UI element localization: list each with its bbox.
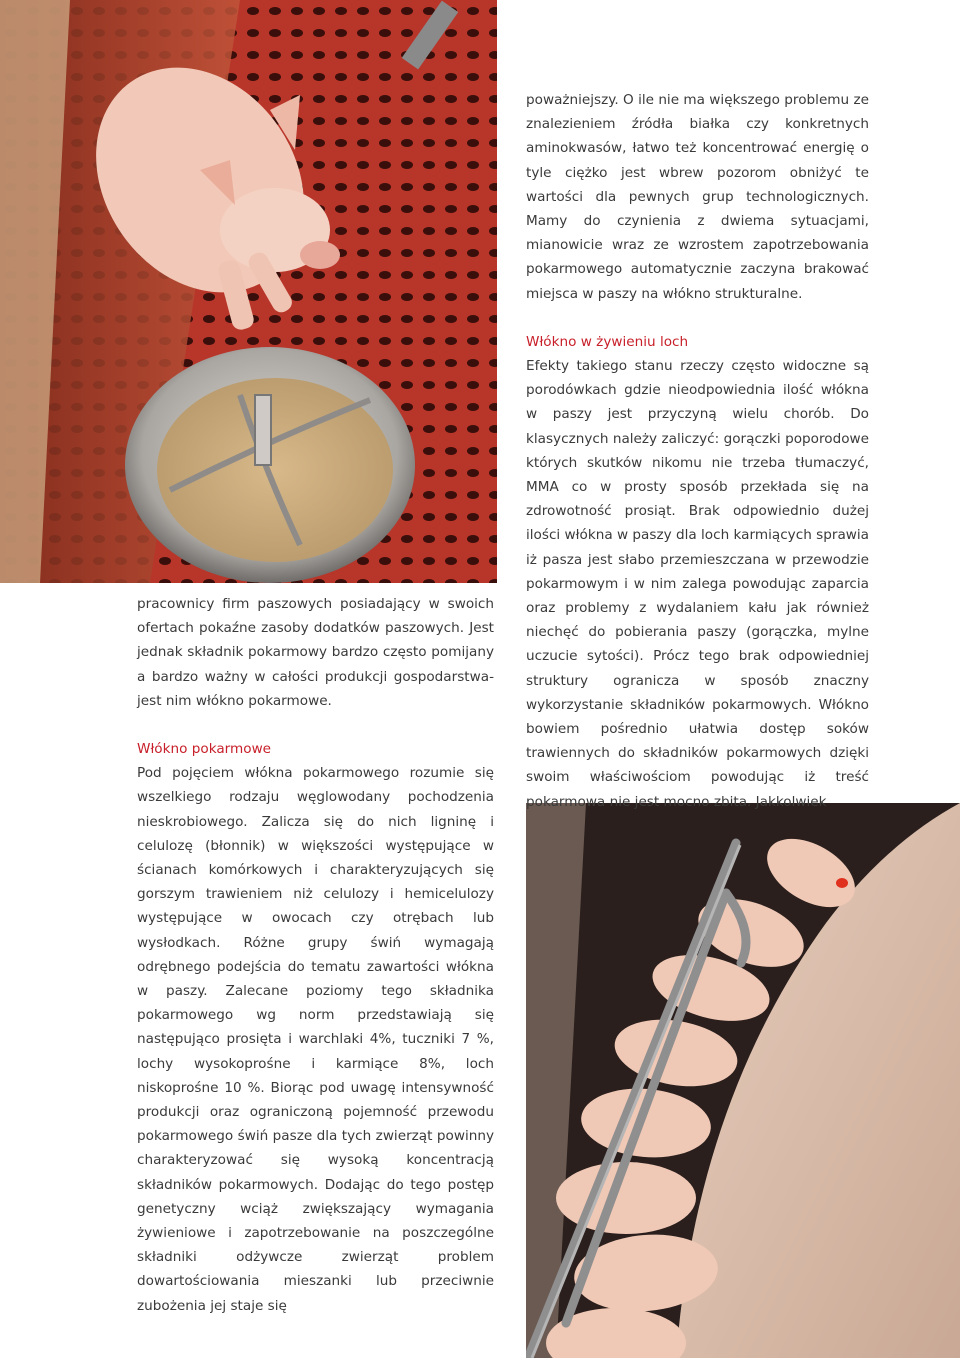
- fibre-paragraph: Pod pojęciem włókna pokarmowego rozumie się wszelkiego rodzaju węglowodany pochodzenia nieskrobiowego. Zalicza się do nich ligninę i celulozę (błonnik) w większości występujące w ścianach komórkowych i charakteryzujących się gorszym trawieniem niż celulozy i hemicelulozy występujące w owocach czy otrębach lub wysłodkach. Różne grupy świń wymagają odrębnego podejścia do tematu zawartości włókna w paszy. Zalecane poziomy tego składnika pokarmowego wg norm przedstawiają się następująco prosięta i warchlaki 4%, tuczniki 7 %, lochy wysokoprośne i karmiące 8%, loch niskoprośne 10 %. Biorąc pod uwagę intensywność produkcji oraz ograniczoną pojemność przewodu pokarmowego świń pasze dla tych zwierząt powinny charakteryzować się wysoką koncentracją składników pokarmowych. Dodając do tego postęp genetyczny wciąż zwiększający wymagania żywieniowe i zapotrzebowanie na poszczególne składniki odżywcze zwierząt problem dowartościowania mieszanki lub przeciwnie zubożenia jej staje się: [137, 765, 494, 1314]
- section-heading-sow-feeding: Włókno w żywieniu loch: [526, 333, 689, 350]
- right-intro-paragraph: poważniejszy. O ile nie ma większego problemu ze znalezieniem źródła białka czy konkretnych aminokwasów, łatwo też koncentrować energię o tyle ciężko jest wbrew pozorom obniżyć te wartości dla pewnych grup technologicznych. Mamy do czynienia z dwiema sytuacjami, mianowicie wraz ze wzrostem zapotrzebowania pokarmowego automatycznie zaczyna brakować miejsca w paszy na włókno strukturalne.: [526, 92, 869, 302]
- sow-feeding-paragraph: Efekty takiego stanu rzeczy często widoczne są porodówkach gdzie nieodpowiednia ilość włókna w paszy jest przyczyną wielu chorób. Do klasycznych należy zaliczyć: gorączki poporodowe których skutków nikomu nie trzeba tłumaczyć, MMA co w prosty sposób przekłada się na zdrowotność prosiąt. Brak odpowiednio dużej ilości włókna w paszy dla loch karmiących sprawia iż pasza jest słabo przemieszczana w przewodzie pokarmowym i w nim zalega powodując zaparcia oraz problemy z wydalaniem kału jak również niechęć do pobierania paszy (gorączka, mylne uczucie sytości). Prócz tego brak odpowiedniej struktury ogranicza w sposób znaczny wykorzystanie składników pokarmowych. Włókno bowiem pośrednio ułatwia dostęp soków trawiennych do składników pokarmowych dzięki swoim właściwościom powodując iż treść pokarmowa nie jest mocno zbita. Jakkolwiek: [526, 358, 869, 810]
- left-intro-paragraph: pracownicy firm paszowych posiadający w swoich ofertach pokaźne zasoby dodatków paszowych. Jest jednak składnik pokarmowy bardzo często pomijany a bardzo ważny w całości produkcji gospodarstwa- jest nim włókno pokarmowe.: [137, 596, 494, 709]
- left-column: [137, 592, 494, 1318]
- piglet-photo: [0, 0, 497, 583]
- sow-piglets-photo: [526, 803, 960, 1358]
- section-heading-fibre: Włókno pokarmowe: [137, 741, 272, 758]
- sow-piglets-image: [526, 803, 960, 1358]
- piglet-feeder-image: [0, 0, 497, 583]
- right-column: [526, 88, 869, 814]
